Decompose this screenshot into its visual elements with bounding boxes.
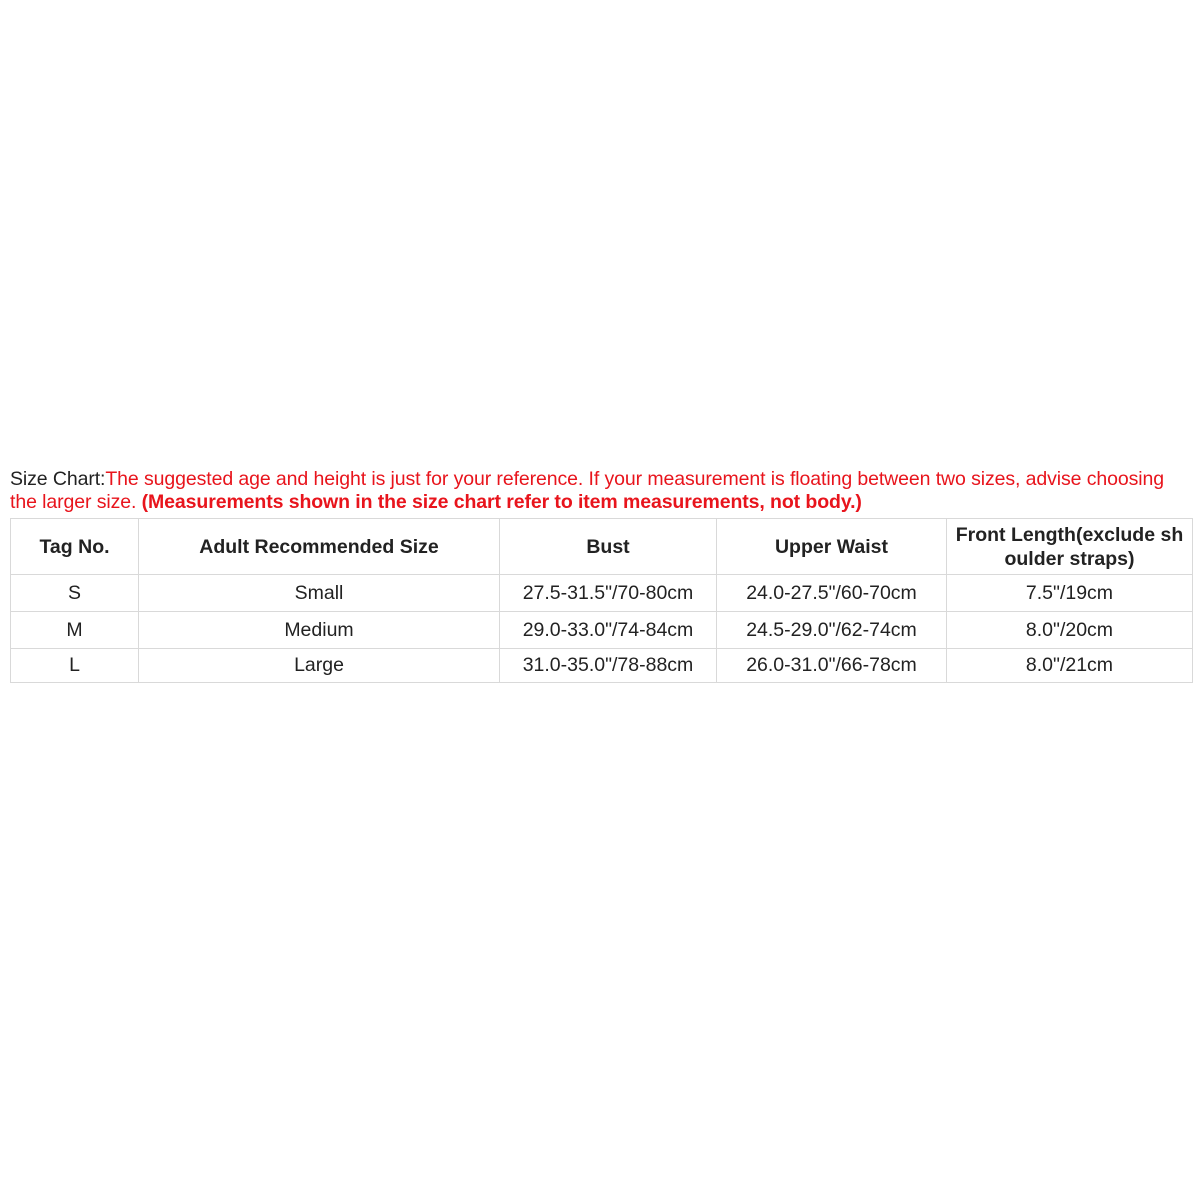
cell-front-length: 8.0"/20cm [947, 612, 1193, 649]
header-front-length-line1: Front Length(exclude sh [955, 523, 1184, 546]
cell-upper-waist: 26.0-31.0"/66-78cm [717, 649, 947, 683]
header-upper-waist: Upper Waist [717, 519, 947, 575]
cell-front-length: 7.5"/19cm [947, 575, 1193, 612]
size-table [10, 518, 1193, 683]
header-tag-no: Tag No. [11, 519, 139, 575]
header-front-length-line2: oulder straps) [1004, 547, 1135, 570]
size-chart-intro [10, 468, 1192, 514]
cell-bust: 27.5-31.5"/70-80cm [500, 575, 717, 612]
cell-tag: M [11, 612, 139, 649]
header-bust: Bust [500, 519, 717, 575]
size-chart [10, 468, 1192, 683]
table-header-row [11, 519, 1193, 575]
table-row [11, 649, 1193, 683]
cell-upper-waist: 24.0-27.5"/60-70cm [717, 575, 947, 612]
size-advice-note: The suggested age and height is just for your reference. If your measurement is floating between two sizes, advise choosing the larger size. [10, 468, 1164, 513]
cell-tag: S [11, 575, 139, 612]
cell-front-length: 8.0"/21cm [947, 649, 1193, 683]
cell-bust: 29.0-33.0"/74-84cm [500, 612, 717, 649]
measurement-disclaimer: (Measurements shown in the size chart refer to item measurements, not body.) [141, 491, 862, 513]
header-recommended-size: Adult Recommended Size [139, 519, 500, 575]
cell-upper-waist: 24.5-29.0"/62-74cm [717, 612, 947, 649]
cell-recommended-size: Small [139, 575, 500, 612]
table-row [11, 575, 1193, 612]
size-chart-label: Size Chart: [10, 468, 106, 490]
cell-bust: 31.0-35.0"/78-88cm [500, 649, 717, 683]
cell-recommended-size: Medium [139, 612, 500, 649]
header-front-length [947, 519, 1193, 575]
cell-tag: L [11, 649, 139, 683]
cell-recommended-size: Large [139, 649, 500, 683]
table-row [11, 612, 1193, 649]
